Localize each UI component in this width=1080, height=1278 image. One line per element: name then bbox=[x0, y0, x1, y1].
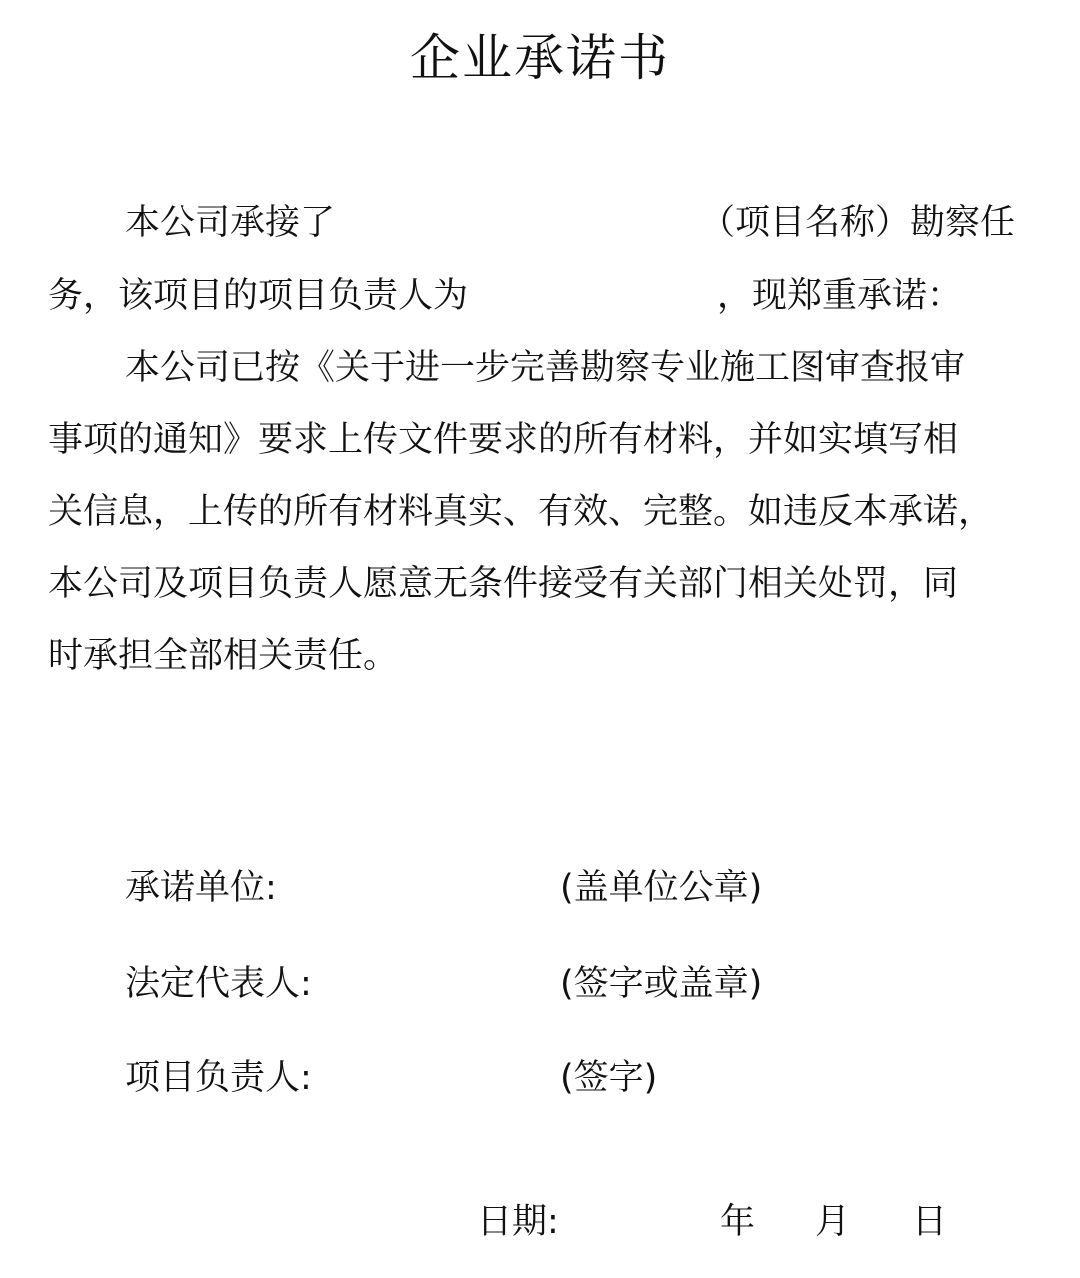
signature-label-company: 承诺单位: bbox=[125, 868, 277, 908]
document-title: 企业承诺书 bbox=[410, 29, 670, 87]
paragraph2-line: 本公司及项目负责人愿意无条件接受有关部门相关处罚，同 bbox=[48, 564, 959, 604]
signature-note-legal-representative: (签字或盖章) bbox=[560, 964, 763, 1004]
date-year-label: 年 bbox=[720, 1202, 756, 1242]
paragraph2-line: 关信息，上传的所有材料真实、有效、完整。如违反本承诺， bbox=[48, 492, 994, 532]
paragraph2-line: 时承担全部相关责任。 bbox=[48, 636, 399, 676]
date-month-label: 月 bbox=[815, 1202, 851, 1242]
date-label: 日期: bbox=[477, 1202, 559, 1242]
paragraph2-line: 本公司已按《关于进一步完善勘察专业施工图审查报审 bbox=[125, 348, 966, 388]
paragraph1-line1-start: 本公司承接了 bbox=[125, 203, 336, 243]
paragraph1-line2 bbox=[48, 260, 468, 332]
paragraph2-line: 事项的通知》要求上传文件要求的所有材料，并如实填写相 bbox=[48, 420, 959, 460]
signature-label-legal-representative: 法定代表人: bbox=[125, 964, 312, 1004]
paragraph1-line2-end: ，现郑重承诺： bbox=[717, 276, 963, 316]
signature-note-project-manager: (签字) bbox=[560, 1058, 658, 1098]
signature-label-project-manager: 项目负责人: bbox=[125, 1058, 312, 1098]
paragraph1-line2-start: 务，该项目的项目负责人为 bbox=[48, 276, 469, 316]
date-day-label: 日 bbox=[912, 1202, 948, 1242]
paragraph1-line1 bbox=[125, 187, 335, 259]
signature-note-company-seal: (盖单位公章) bbox=[560, 868, 763, 908]
paragraph1-project-name-note: （项目名称）勘察任 bbox=[700, 203, 1016, 243]
